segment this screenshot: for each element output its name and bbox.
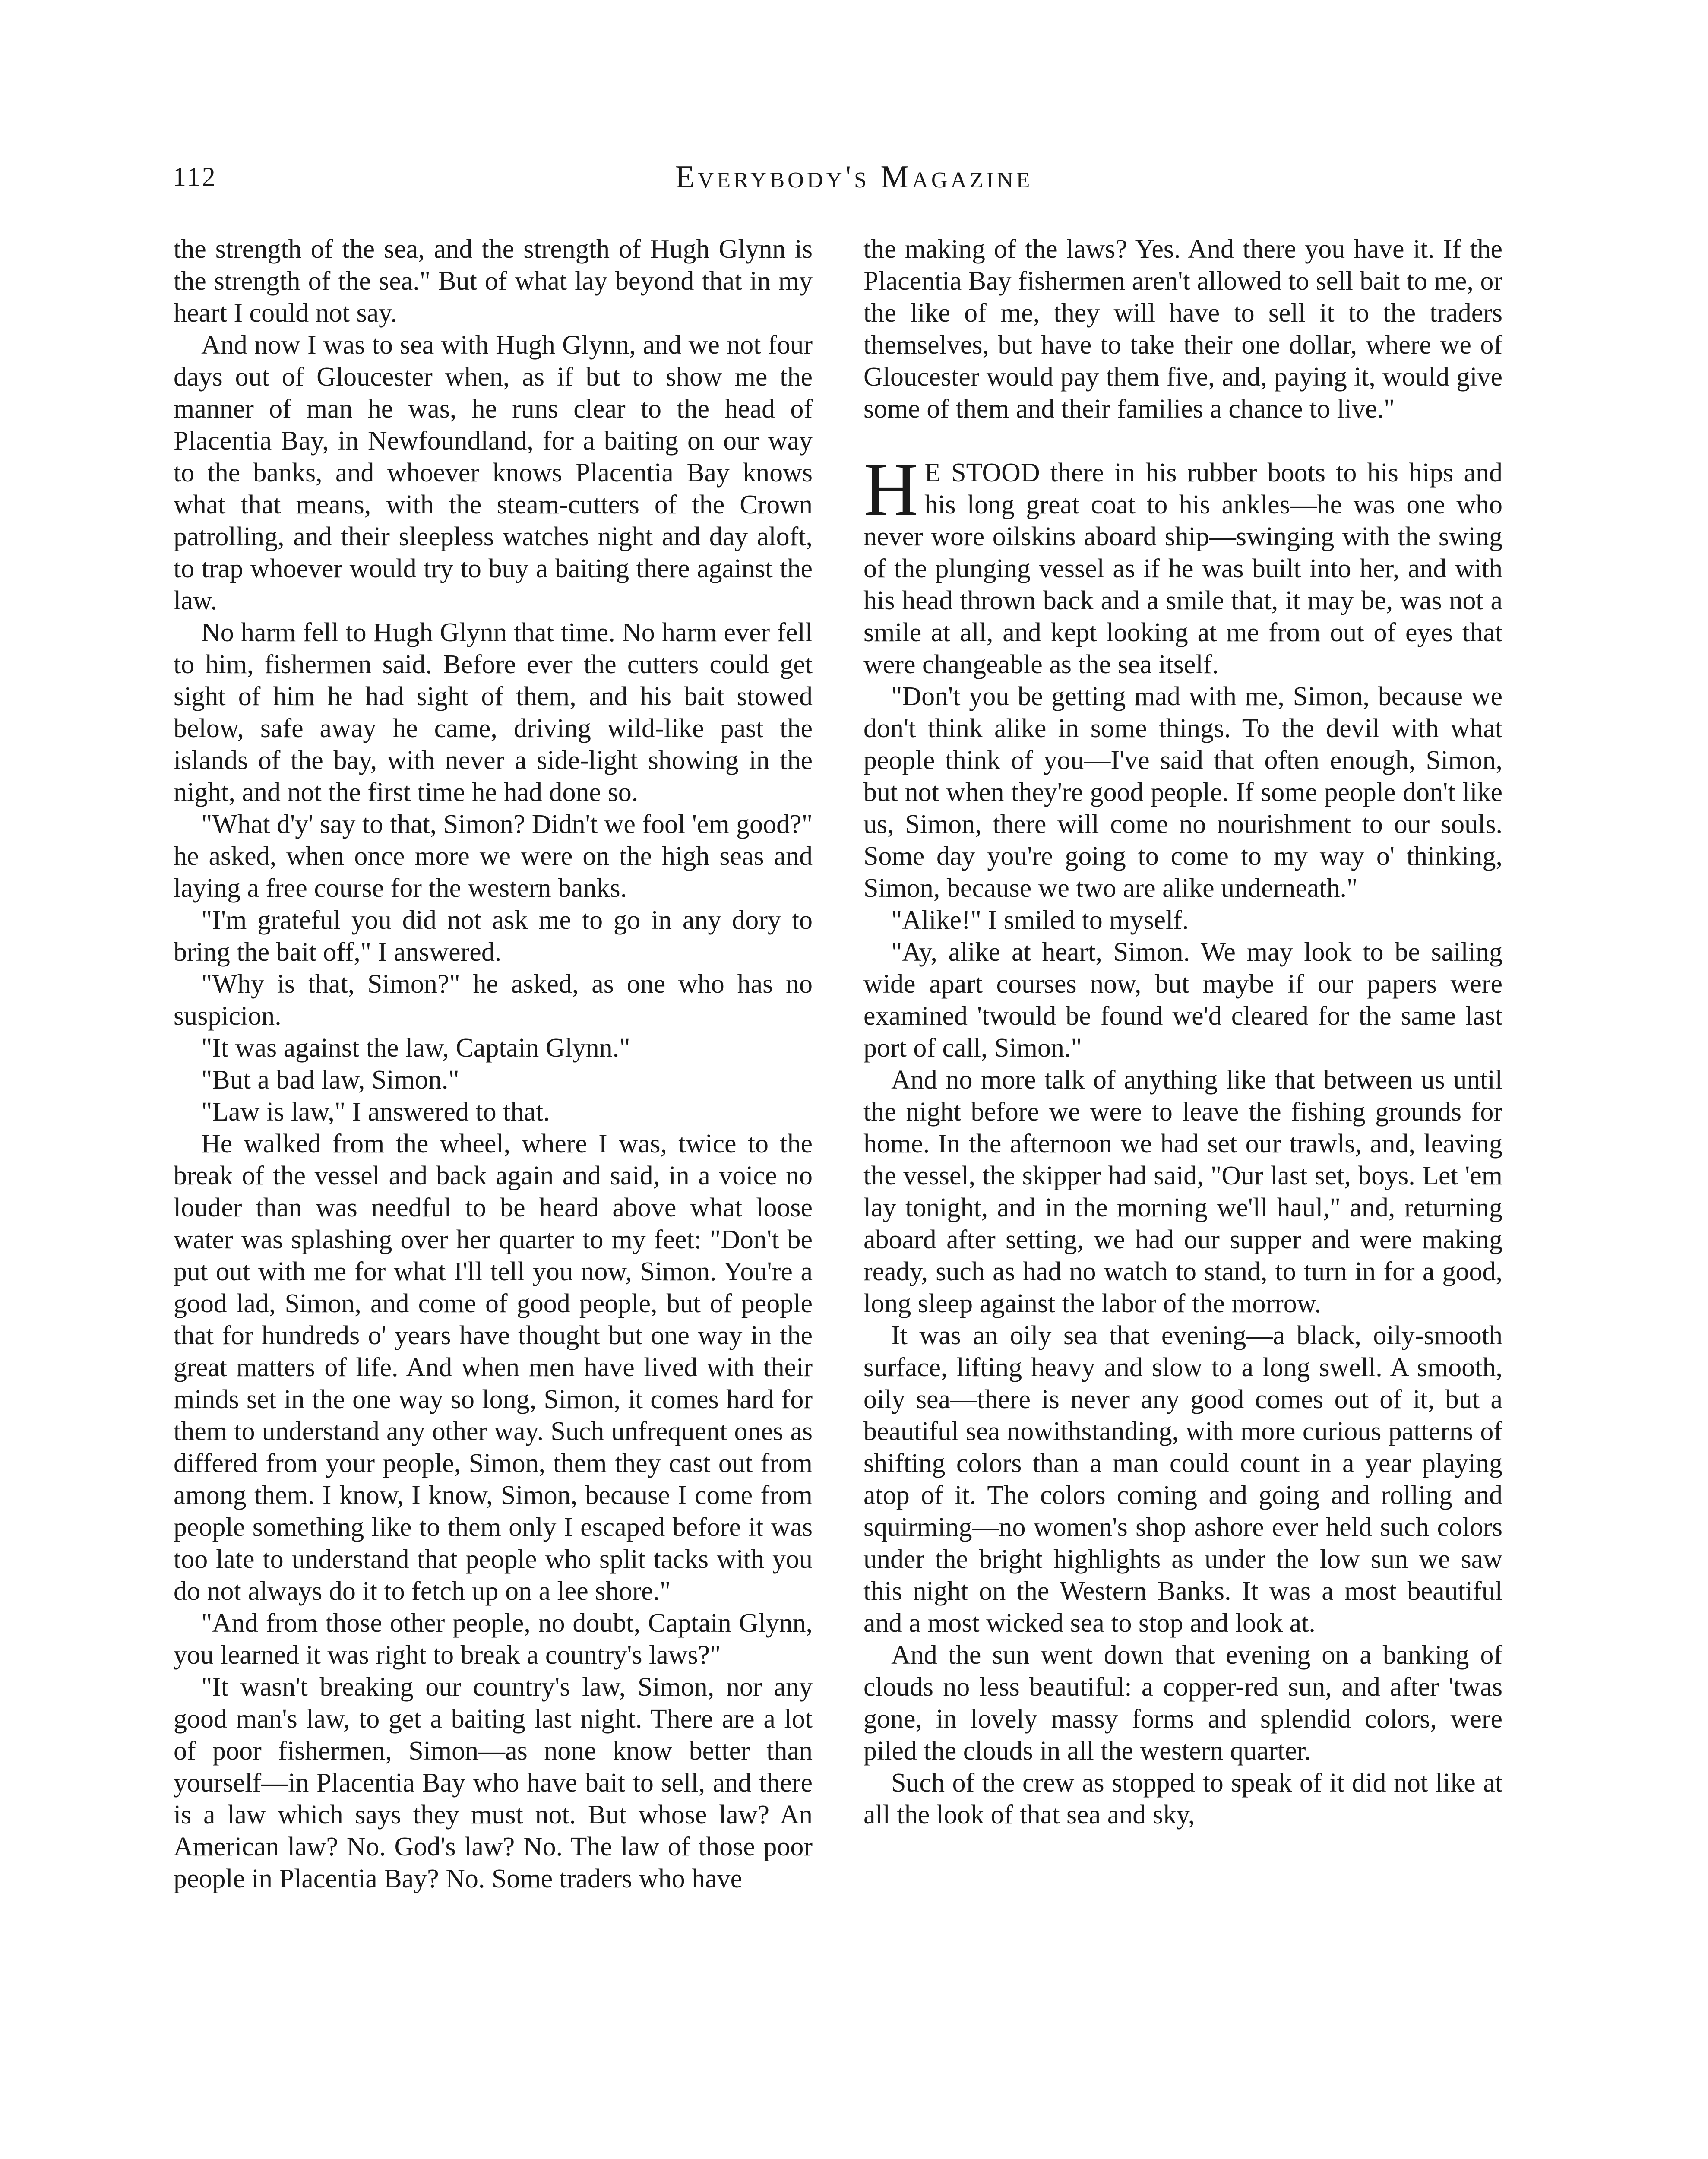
paragraph: "And from those other people, no doubt, Captain Glynn, you learned it was right to break a country's laws?" bbox=[174, 1608, 813, 1670]
paragraph: "I'm grateful you did not ask me to go in any dory to bring the bait off," I answered. bbox=[174, 905, 813, 967]
paragraph: "Don't you be getting mad with me, Simon, because we don't think alike in some things. To the devil with what people think of you—I've said that often enough, Simon, but not when they're good people. If some people don't like us, Simon, there will come no nourishment to our souls. Some day you're going to come to my way o' thinking, Simon, because we two are alike underneath." bbox=[863, 682, 1502, 903]
paragraph: "Ay, alike at heart, Simon. We may look to be sailing wide apart courses now, but maybe if our papers were examined 'twould be found we'd cleared for the same last port of call, Simon." bbox=[863, 937, 1502, 1063]
paragraph: It was an oily sea that evening—a black, oily-smooth surface, lifting heavy and slow to a long swell. A smooth, oily sea—there is never any good comes out of it, but a beautiful sea nowithstanding, with more curious patterns of shifting colors than a man could count in a year playing atop of it. The colors coming and going and rolling and squirming—no women's shop ashore ever held such colors under the bright highlights as under the low sun we saw this night on the Western Banks. It was a most beautiful and a most wicked sea to stop and look at. bbox=[863, 1321, 1502, 1638]
paragraph: And the sun went down that evening on a banking of clouds no less beautiful: a copper-red sun, and after 'twas gone, in lovely massy forms and splendid colors, were piled the clouds in all the western quarter. bbox=[863, 1640, 1502, 1766]
paragraph: "Why is that, Simon?" he asked, as one who has no suspicion. bbox=[174, 969, 813, 1031]
section-opening-text: E STOOD there in his rubber boots to his hips and his long great coat to his ankles—he was one who never wore oilskins aboard ship—swinging with the swing of the plunging vessel as if he was built into her, and with his head thrown back and a smile that, it may be, was not a smile at all, and kept looking at me from out of eyes that were changeable as the sea itself. bbox=[863, 458, 1502, 679]
right-column bbox=[863, 233, 1502, 1831]
paragraph: And no more talk of anything like that between us until the night before we were to leave the fishing grounds for home. In the afternoon we had set our trawls, and, leaving the vessel, the skipper had said, "Our last set, boys. Let 'em lay tonight, and in the morning we'll haul," and, returning aboard after setting, we had our supper and were making ready, such as had no watch to stand, to turn in for a good, long sleep against the labor of the morrow. bbox=[863, 1065, 1502, 1318]
paragraph: "Alike!" I smiled to myself. bbox=[891, 905, 1189, 935]
paragraph: "It was against the law, Captain Glynn." bbox=[201, 1033, 630, 1063]
drop-cap: H bbox=[863, 447, 919, 532]
left-column bbox=[174, 233, 813, 1895]
paragraph: And now I was to sea with Hugh Glynn, and we not four days out of Gloucester when, as if but to show me the manner of man he was, he runs clear to the head of Placentia Bay, in Newfoundland, for a baiting on our way to the banks, and whoever knows Placentia Bay knows what that means, with the steam-cutters of the Crown patrolling, and their sleepless watches night and day aloft, to trap whoever would try to buy a baiting there against the law. bbox=[174, 330, 813, 615]
section-opening-paragraph bbox=[863, 447, 1502, 681]
paragraph: "What d'y' say to that, Simon? Didn't we fool 'em good?" he asked, when once more we were on the high seas and laying a free course for the western banks. bbox=[174, 810, 813, 903]
page-number: 112 bbox=[173, 162, 217, 192]
paragraph: He walked from the wheel, where I was, twice to the break of the vessel and back again and said, in a voice no louder than was needful to be heard above what loose water was splashing over her quarter to my feet: "Don't be put out with me for what I'll tell you now, Simon. You're a good lad, Simon, and come of good people, but of people that for hundreds o' years have thought but one way in the great matters of life. And when men have lived with their minds set in the one way so long, Simon, it comes hard for them to understand any other way. Such unfrequent ones as differed from your people, Simon, them they cast out from among them. I know, I know, Simon, because I come from people something like to them only I escaped before it was too late to understand that people who split tacks with you do not always do it to fetch up on a lee shore." bbox=[174, 1129, 813, 1606]
paragraph: "But a bad law, Simon." bbox=[201, 1065, 459, 1095]
paragraph: the strength of the sea, and the strength of Hugh Glynn is the strength of the sea." But of what lay beyond that in my heart I could not say. bbox=[174, 234, 813, 328]
paragraph: the making of the laws? Yes. And there you have it. If the Placentia Bay fishermen aren't allowed to sell bait to me, or the like of me, they will have to sell it to the traders themselves, but have to take their one dollar, where we of Gloucester would pay them five, and, paying it, would give some of them and their families a chance to live." bbox=[863, 234, 1502, 424]
paragraph: Such of the crew as stopped to speak of it did not like at all the look of that sea and sky, bbox=[863, 1768, 1502, 1830]
paragraph: "It wasn't breaking our country's law, Simon, nor any good man's law, to get a baiting last night. There are a lot of poor fishermen, Simon—as none know better than yourself—in Placentia Bay who have bait to sell, and there is a law which says they must not. But whose law? An American law? No. God's law? No. The law of those poor people in Placentia Bay? No. Some traders who have bbox=[174, 1672, 813, 1893]
running-head: Everybody's Magazine bbox=[675, 159, 1033, 195]
paragraph: No harm fell to Hugh Glynn that time. No harm ever fell to him, fishermen said. Before ever the cutters could get sight of him he had sight of them, and his bait stowed below, safe away he came, driving wild-like past the islands of the bay, with never a side-light showing in the night, and not the first time he had done so. bbox=[174, 618, 813, 807]
paragraph: "Law is law," I answered to that. bbox=[201, 1097, 550, 1127]
